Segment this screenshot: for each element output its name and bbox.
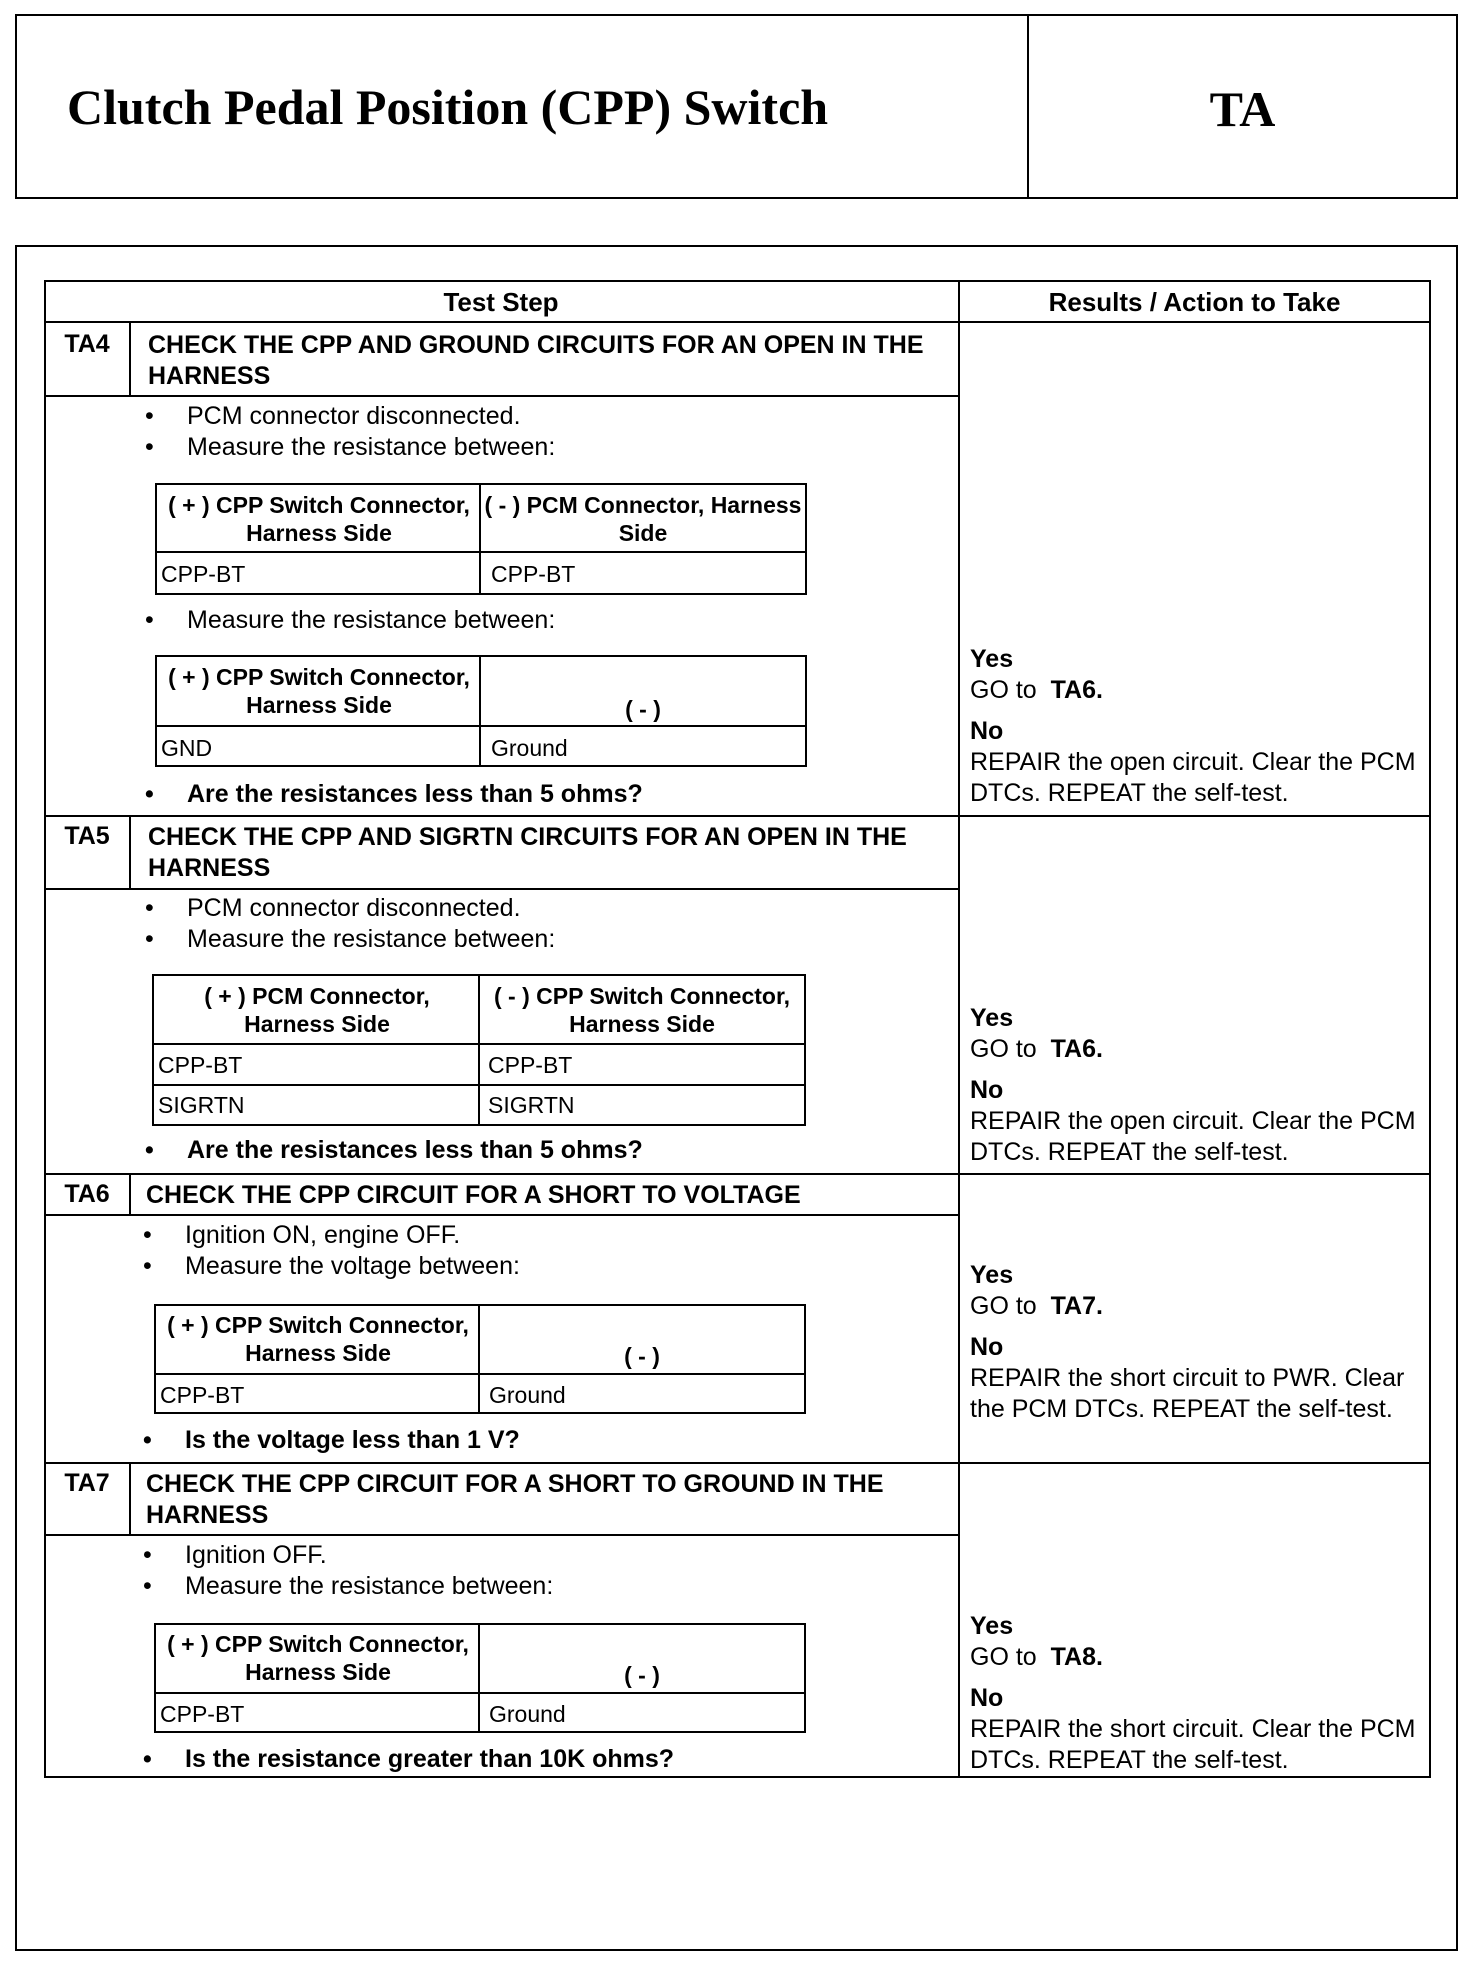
- page-title: Clutch Pedal Position (CPP) Switch: [17, 16, 1029, 197]
- measurement-table: [154, 1623, 806, 1733]
- step-title: CHECK THE CPP CIRCUIT FOR A SHORT TO GROUND IN THE HARNESS: [146, 1470, 884, 1529]
- step-id: TA7: [64, 1469, 110, 1497]
- instruction-bullet: • PCM connector disconnected.: [145, 402, 521, 430]
- no-label: No: [970, 1333, 1004, 1361]
- table-header: ( + ) CPP Switch Connector, Harness Side: [167, 1312, 469, 1366]
- step-divider: [44, 1462, 1431, 1464]
- result-ta4: [970, 644, 1420, 809]
- measurement-table: [155, 483, 807, 595]
- no-action: REPAIR the open circuit. Clear the PCM DTCs. REPEAT the self-test.: [970, 1107, 1416, 1166]
- table-header: ( - ) CPP Switch Connector, Harness Side: [493, 983, 791, 1037]
- table-header: ( + ) PCM Connector, Harness Side: [204, 983, 430, 1037]
- table-header: ( + ) CPP Switch Connector, Harness Side: [168, 492, 470, 546]
- step-title: CHECK THE CPP AND GROUND CIRCUITS FOR AN OPEN IN THE HARNESS: [148, 331, 924, 390]
- step-title: CHECK THE CPP CIRCUIT FOR A SHORT TO VOLTAGE: [146, 1181, 801, 1209]
- no-action: REPAIR the short circuit to PWR. Clear the PCM DTCs. REPEAT the self-test.: [970, 1364, 1405, 1423]
- result-ta6: [970, 1260, 1420, 1425]
- step-id: TA4: [64, 330, 110, 358]
- instruction-bullet: • Ignition OFF.: [143, 1541, 327, 1569]
- step-id-divider: [129, 321, 131, 395]
- yes-label: Yes: [970, 645, 1014, 673]
- yes-action: GO to TA6.: [970, 1035, 1103, 1063]
- title-row-divider: [44, 395, 958, 397]
- no-label: No: [970, 717, 1004, 745]
- step-divider: [44, 815, 1431, 817]
- page-header: [15, 14, 1458, 199]
- question: • Are the resistances less than 5 ohms?: [145, 780, 643, 808]
- goto-link[interactable]: TA6.: [1050, 1035, 1103, 1063]
- title-row-divider: [44, 888, 958, 890]
- step-title: CHECK THE CPP AND SIGRTN CIRCUITS FOR AN OPEN IN THE HARNESS: [148, 823, 907, 882]
- instruction-bullet: • Measure the voltage between:: [143, 1252, 520, 1280]
- table-cell: CPP-BT: [161, 561, 246, 587]
- no-label: No: [970, 1076, 1004, 1104]
- step-id: TA5: [64, 822, 110, 850]
- step-id-divider: [129, 1462, 131, 1534]
- instruction-bullet: • Measure the resistance between:: [143, 1572, 554, 1600]
- no-action: REPAIR the short circuit. Clear the PCM DTCs. REPEAT the self-test.: [970, 1715, 1416, 1774]
- result-ta5: [970, 1003, 1420, 1168]
- table-cell: CPP-BT: [158, 1052, 243, 1078]
- header-row-divider: [44, 321, 1431, 323]
- measurement-table: [155, 655, 807, 767]
- measurement-table: [152, 974, 806, 1126]
- table-header: ( - ): [624, 1343, 660, 1369]
- no-label: No: [970, 1684, 1004, 1712]
- yes-action: GO to TA7.: [970, 1292, 1103, 1320]
- step-id-divider: [129, 815, 131, 888]
- table-cell: SIGRTN: [158, 1092, 245, 1118]
- step-divider: [44, 1173, 1431, 1175]
- question: • Is the voltage less than 1 V?: [143, 1426, 520, 1454]
- instruction-bullet: • Measure the resistance between:: [145, 606, 556, 634]
- test-step-header: Test Step: [443, 287, 559, 317]
- instruction-bullet: • PCM connector disconnected.: [145, 894, 521, 922]
- no-action: REPAIR the open circuit. Clear the PCM DTCs. REPEAT the self-test.: [970, 748, 1416, 807]
- table-header: ( - ): [625, 696, 661, 722]
- yes-action: GO to TA8.: [970, 1643, 1103, 1671]
- table-cell: Ground: [489, 1382, 566, 1408]
- measurement-table: [154, 1304, 806, 1414]
- table-cell: CPP-BT: [488, 1052, 573, 1078]
- goto-link[interactable]: TA7.: [1050, 1292, 1103, 1320]
- yes-label: Yes: [970, 1004, 1014, 1032]
- table-header: ( + ) CPP Switch Connector, Harness Side: [168, 664, 470, 718]
- table-header: ( + ) CPP Switch Connector, Harness Side: [167, 1631, 469, 1685]
- title-row-divider: [44, 1534, 958, 1536]
- instruction-bullet: • Measure the resistance between:: [145, 433, 556, 461]
- yes-action: GO to TA6.: [970, 676, 1103, 704]
- table-cell: GND: [161, 735, 213, 761]
- table-cell: CPP-BT: [160, 1701, 245, 1727]
- table-cell: CPP-BT: [491, 561, 576, 587]
- yes-label: Yes: [970, 1612, 1014, 1640]
- table-header: ( - ) PCM Connector, Harness Side: [484, 492, 802, 546]
- goto-link[interactable]: TA6.: [1050, 676, 1103, 704]
- step-id: TA6: [64, 1180, 110, 1208]
- title-row-divider: [44, 1214, 958, 1216]
- table-cell: Ground: [489, 1701, 566, 1727]
- step-id-divider: [129, 1173, 131, 1214]
- result-ta7: [970, 1611, 1420, 1776]
- goto-link[interactable]: TA8.: [1050, 1643, 1103, 1671]
- question: • Is the resistance greater than 10K ohms?: [143, 1745, 675, 1773]
- table-cell: SIGRTN: [488, 1092, 575, 1118]
- question: • Are the resistances less than 5 ohms?: [145, 1136, 643, 1164]
- column-divider: [958, 280, 960, 1778]
- table-cell: CPP-BT: [160, 1382, 245, 1408]
- table-cell: Ground: [491, 735, 568, 761]
- instruction-bullet: • Ignition ON, engine OFF.: [143, 1221, 461, 1249]
- yes-label: Yes: [970, 1261, 1014, 1289]
- section-code: TA: [1209, 80, 1276, 137]
- instruction-bullet: • Measure the resistance between:: [145, 925, 556, 953]
- results-header: Results / Action to Take: [1048, 287, 1341, 317]
- table-header: ( - ): [624, 1662, 660, 1688]
